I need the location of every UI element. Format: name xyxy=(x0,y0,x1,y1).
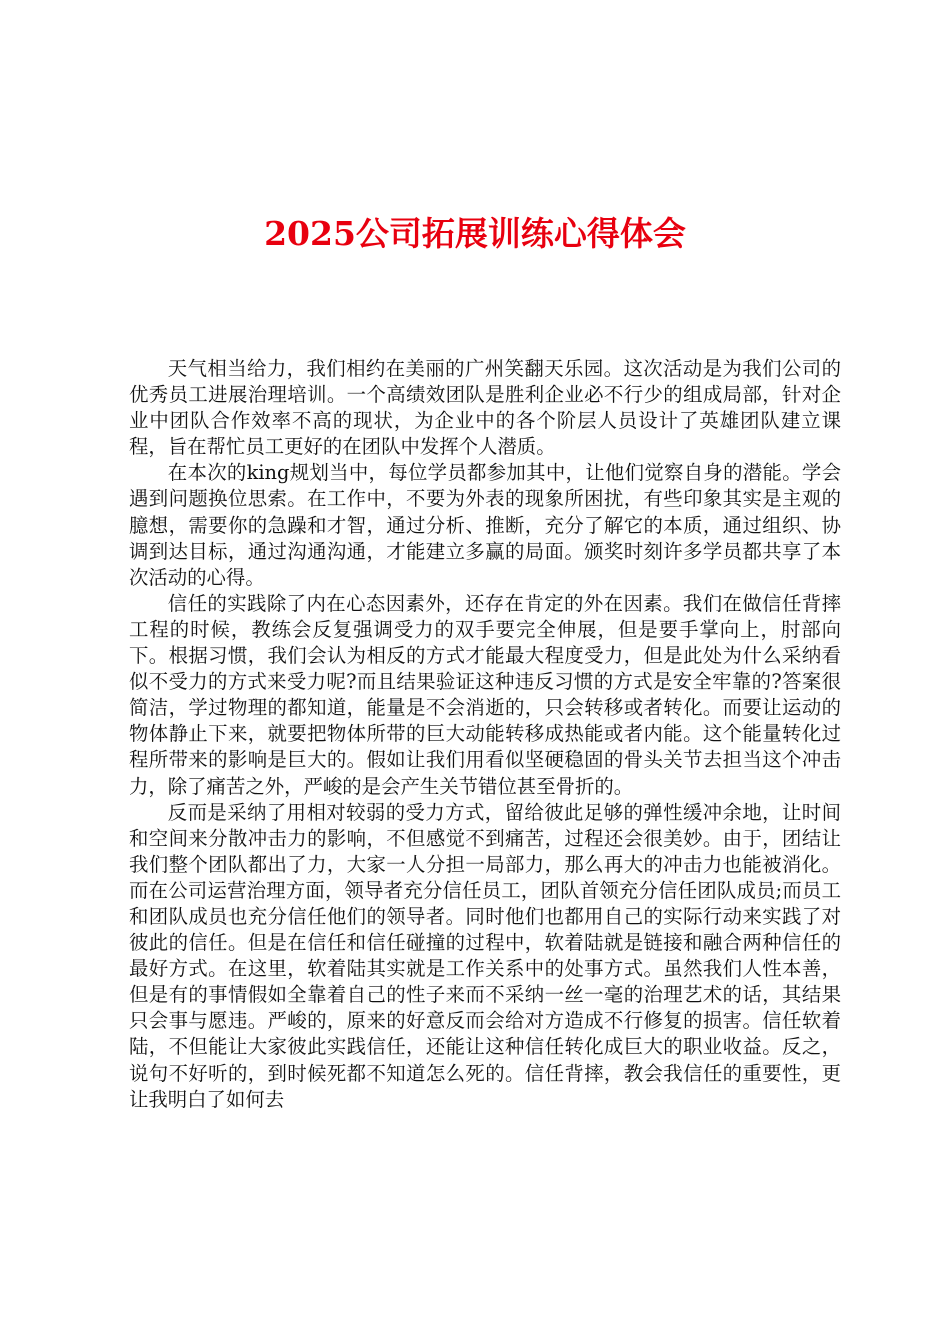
paragraph-2: 在本次的king规划当中，每位学员都参加其中，让他们觉察自身的潜能。学会遇到问题换位思索。在工作中，不要为外表的现象所困扰，有些印象其实是主观的臆想，需要你的急躁和才智，通过分析、推断，充分了解它的本质，通过组织、协调到达目标，通过沟通沟通，才能建立多赢的局面。颁奖时刻许多学员都共享了本次活动的心得。 xyxy=(129,461,841,589)
paragraph-1: 天气相当给力，我们相约在美丽的广州笑翻天乐园。这次活动是为我们公司的优秀员工进展治理培训。一个高绩效团队是胜利企业必不行少的组成局部，针对企业中团队合作效率不高的现状，为企业中的各个阶层人员设计了英雄团队建立课程，旨在帮忙员工更好的在团队中发挥个人潜质。 xyxy=(129,357,841,459)
document-title: 2025公司拓展训练心得体会 xyxy=(264,214,686,253)
paragraph-4: 反而是采纳了用相对较弱的受力方式，留给彼此足够的弹性缓冲余地，让时间和空间来分散冲击力的影响，不但感觉不到痛苦，过程还会很美妙。由于，团结让我们整个团队都出了力，大家一人分担一局部力，那么再大的冲击力也能被消化。而在公司运营治理方面，领导者充分信任员工，团队首领充分信任团队成员;而员工和团队成员也充分信任他们的领导者。同时他们也都用自己的实际行动来实践了对彼此的信任。但是在信任和信任碰撞的过程中，软着陆就是链接和融合两种信任的最好方式。在这里，软着陆其实就是工作关系中的处事方式。虽然我们人性本善，但是有的事情假如全靠着自己的性子来而不采纳一丝一毫的治理艺术的话，其结果只会事与愿违。严峻的，原来的好意反而会给对方造成不行修复的损害。信任软着陆，不但能让大家彼此实践信任，还能让这种信任转化成巨大的职业收益。反之，说句不好听的，到时候死都不知道怎么死的。信任背摔，教会我信任的重要性，更让我明白了如何去 xyxy=(129,800,841,1111)
document-body xyxy=(129,356,841,1113)
paragraph-3: 信任的实践除了内在心态因素外，还存在肯定的外在因素。我们在做信任背摔工程的时候，教练会反复强调受力的双手要完全伸展，但是要手掌向上，肘部向下。根据习惯，我们会认为相反的方式才能最大程度受力，但是此处为什么采纳看似不受力的方式来受力呢?而且结果验证这种违反习惯的方式是安全牢靠的?答案很简洁，学过物理的都知道，能量是不会消逝的，只会转移或者转化。而要让运动的物体静止下来，就要把物体所带的巨大动能转移成热能或者内能。这个能量转化过程所带来的影响是巨大的。假如让我们用看似坚硬稳固的骨头关节去担当这个冲击力，除了痛苦之外，严峻的是会产生关节错位甚至骨折的。 xyxy=(129,591,841,798)
